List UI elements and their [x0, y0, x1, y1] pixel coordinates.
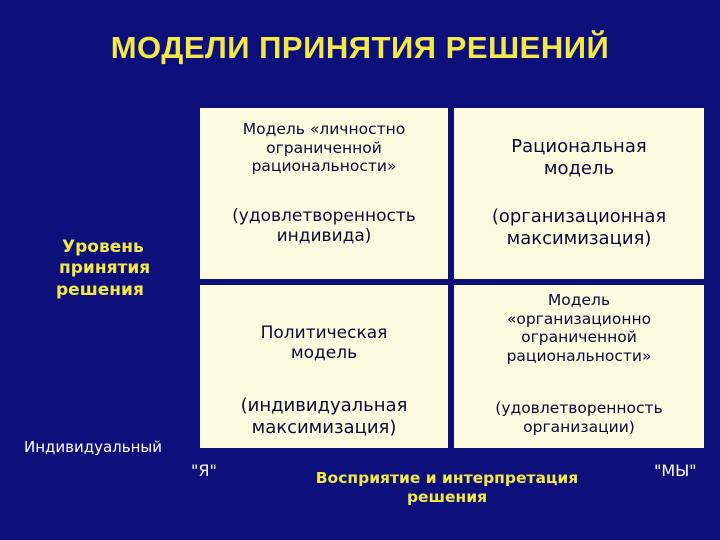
quadrant-name: Политическая модель [260, 323, 388, 364]
quadrant-political-model [200, 285, 448, 448]
quadrant-organizational-bounded-rationality [454, 285, 704, 448]
quadrant-name: Модель «личностно ограниченной рациональности» [242, 120, 406, 176]
decision-models-matrix [200, 108, 704, 448]
quadrant-name: Модель «организационно ограниченной рациональности» [506, 291, 652, 365]
x-axis-left-value: "Я" [191, 461, 217, 480]
page-title: МОДЕЛИ ПРИНЯТИЯ РЕШЕНИЙ [110, 30, 610, 65]
x-axis-label: Восприятие и интерпретация решения [315, 469, 579, 507]
quadrant-note: (организационная максимизация) [491, 206, 667, 249]
quadrant-note: (индивидуальная максимизация) [240, 395, 408, 438]
y-axis-bottom-value: Индивидуальный [24, 438, 163, 456]
quadrant-name: Рациональная модель [511, 136, 647, 179]
quadrant-note: (удовлетворенность организации) [495, 399, 663, 436]
quadrant-rational-model [454, 108, 704, 279]
quadrant-bounded-rationality [200, 108, 448, 279]
quadrant-note: (удовлетворенность индивида) [232, 206, 416, 247]
y-axis-label: Уровень принятия решения [56, 237, 151, 300]
x-axis-right-value: "МЫ" [654, 461, 697, 480]
